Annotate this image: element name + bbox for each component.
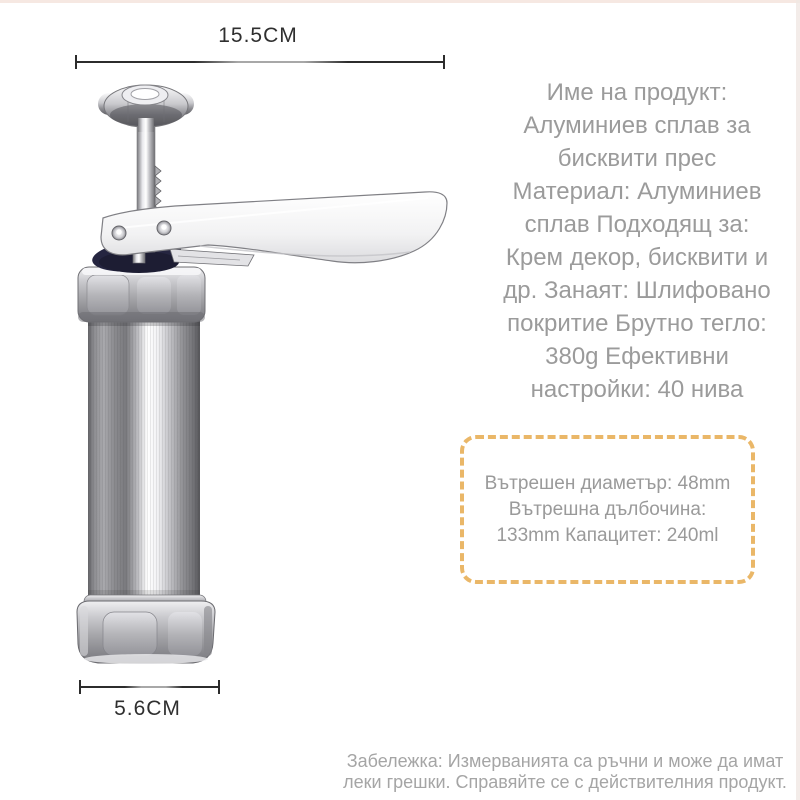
lever-rivet xyxy=(112,226,126,240)
description-line: Крем декор, бисквити и xyxy=(505,244,769,271)
description-line: сплав Подходящ за: xyxy=(524,211,750,238)
top-dimension-line xyxy=(75,55,445,69)
top-collar xyxy=(78,267,205,322)
spec-box xyxy=(460,435,755,584)
press-barrel xyxy=(88,316,200,608)
description-line: Алуминиев сплав за xyxy=(523,112,751,139)
spec-line: Вътрешна дълбочина: xyxy=(508,498,707,520)
top-dimension-label: 15.5CM xyxy=(218,24,298,47)
bottom-collar xyxy=(77,595,215,664)
note-line: леки грешки. Справяйте се с действителния продукт. xyxy=(343,772,787,792)
description-line: бисквити прес xyxy=(557,145,717,172)
description-line: настройки: 40 нива xyxy=(530,376,744,403)
press-knob xyxy=(98,85,194,132)
note-line: Забележка: Измерванията са ръчни и може да имат xyxy=(346,751,784,771)
spec-line: Вътрешен диаметър: 48mm xyxy=(484,472,731,494)
description-line: покритие Брутно тегло: xyxy=(507,310,767,337)
description-line: Име на продукт: xyxy=(546,79,728,106)
lever-rivet xyxy=(157,221,171,235)
description-line: 380g Ефективни xyxy=(545,343,729,370)
disclaimer-note xyxy=(330,751,800,793)
product-description xyxy=(455,76,800,406)
spec-line: 133mm Капацитет: 240ml xyxy=(496,524,719,546)
bottom-dimension-label: 5.6CM xyxy=(114,697,181,720)
metal-clip xyxy=(170,249,254,266)
description-line: др. Занаят: Шлифовано xyxy=(503,277,771,304)
bottom-dimension-line xyxy=(79,680,220,694)
description-line: Материал: Алуминиев xyxy=(512,178,762,205)
